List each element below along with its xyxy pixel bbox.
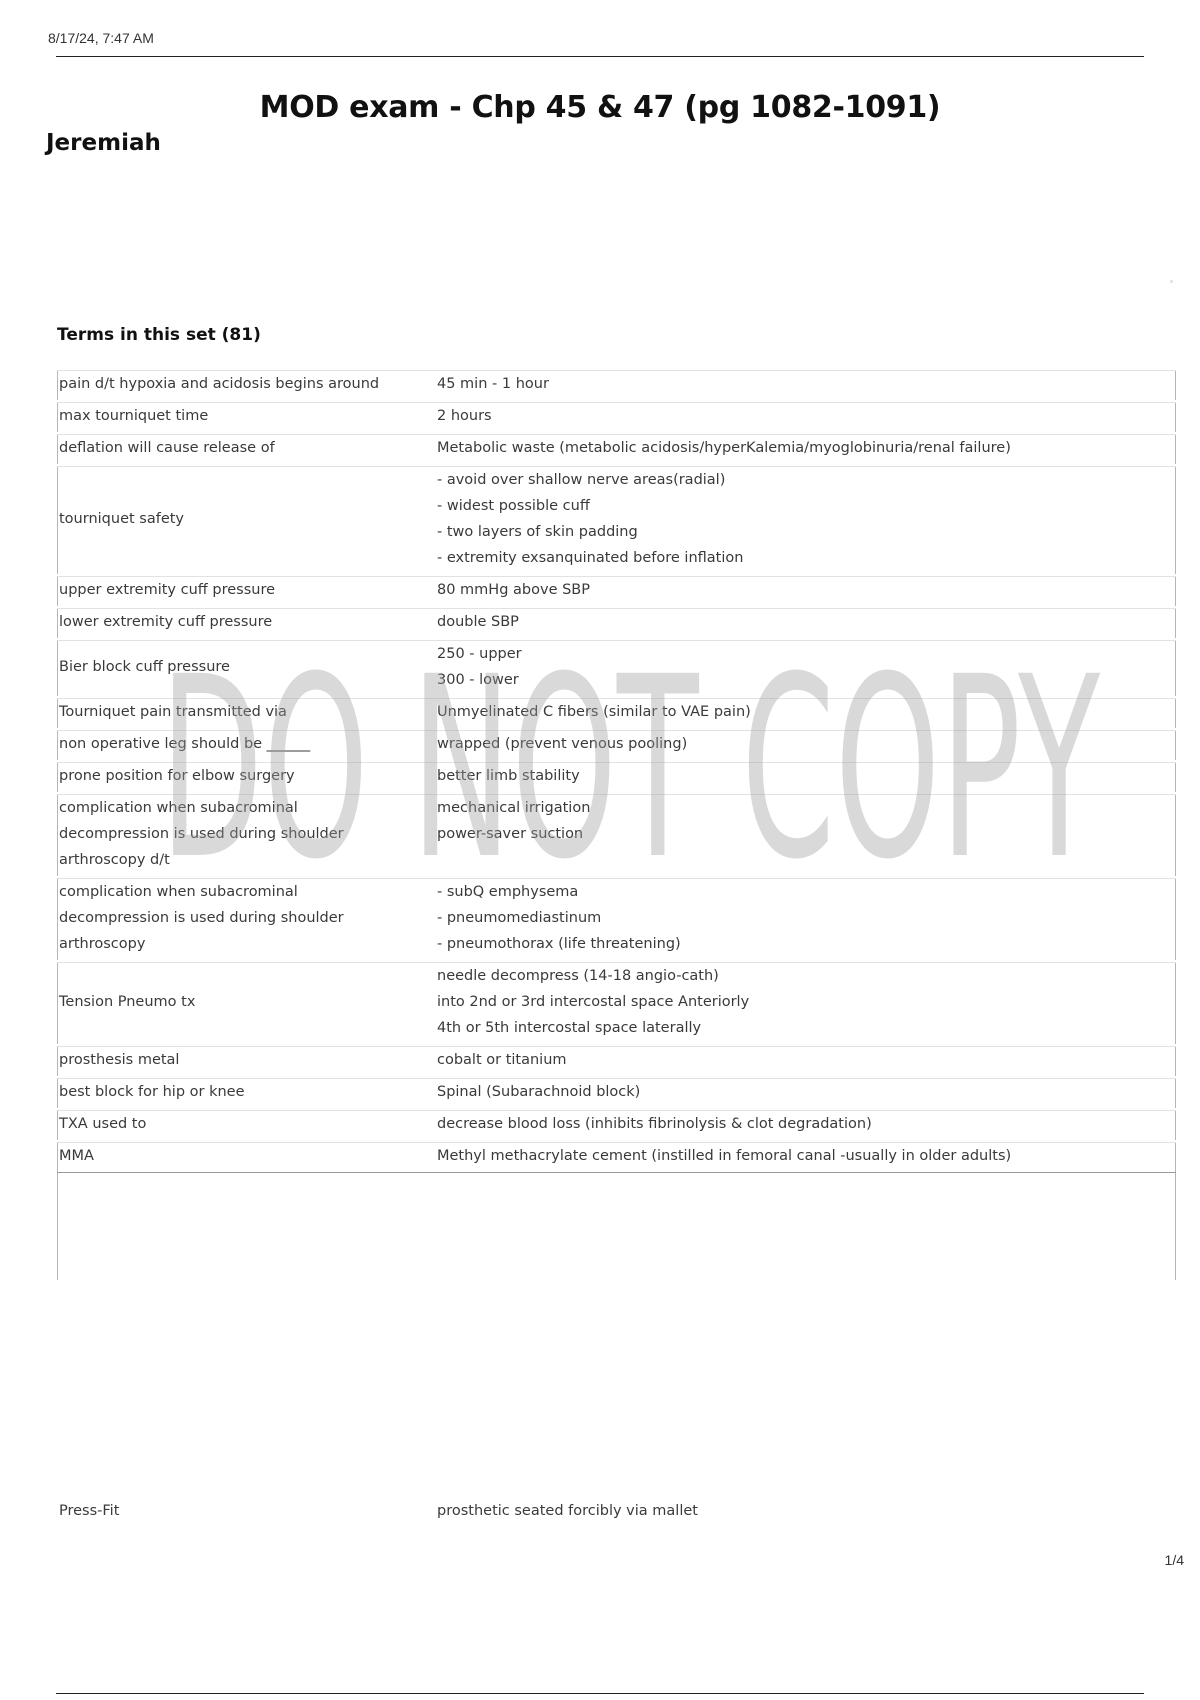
definition-cell <box>437 575 1176 607</box>
term-row <box>57 729 1176 761</box>
definition-text: - widest possible cuff <box>437 498 590 514</box>
term-text: decompression is used during shoulder <box>59 910 344 926</box>
definition-text: power-saver suction <box>437 826 584 842</box>
definition-cell <box>437 401 1176 433</box>
page-title: MOD exam - Chp 45 & 47 (pg 1082-1091) <box>259 90 941 125</box>
term-row <box>57 1141 1176 1173</box>
press-fit-term: Press-Fit <box>59 1503 120 1519</box>
definition-cell <box>437 961 1176 1045</box>
term-row <box>57 369 1176 401</box>
definition-cell <box>437 433 1176 465</box>
term-cell <box>57 465 437 575</box>
term-text: TXA used to <box>59 1116 147 1132</box>
term-cell <box>57 1109 437 1141</box>
definition-text: mechanical irrigation <box>437 800 591 816</box>
definition-cell <box>437 1141 1176 1173</box>
definition-text: Methyl methacrylate cement (instilled in femoral canal -usually in older adults) <box>437 1148 1012 1164</box>
definition-text: needle decompress (14-18 angio-cath) <box>437 968 719 984</box>
term-cell <box>57 639 437 697</box>
term-text: Bier block cuff pressure <box>59 659 230 675</box>
term-text: deflation will cause release of <box>59 440 275 456</box>
definition-text: - avoid over shallow nerve areas(radial) <box>437 472 726 488</box>
press-fit-definition: prosthetic seated forcibly via mallet <box>437 1503 698 1519</box>
term-text: complication when subacrominal <box>59 800 298 816</box>
print-timestamp: 8/17/24, 7:47 AM <box>48 30 154 46</box>
terms-table <box>57 368 1176 1173</box>
term-text: pain d/t hypoxia and acidosis begins around <box>59 376 380 392</box>
term-row <box>57 793 1176 877</box>
watermark-text: DO NOT COPY <box>160 623 1101 910</box>
term-text: MMA <box>59 1148 94 1164</box>
definition-cell <box>437 1109 1176 1141</box>
term-row <box>57 575 1176 607</box>
term-text: tourniquet safety <box>59 511 185 527</box>
term-row <box>57 1077 1176 1109</box>
definition-text: better limb stability <box>437 768 580 784</box>
definition-cell <box>437 1045 1176 1077</box>
term-cell <box>57 793 437 877</box>
term-cell <box>57 401 437 433</box>
definition-cell <box>437 793 1176 877</box>
term-row <box>57 877 1176 961</box>
term-text: arthroscopy d/t <box>59 852 170 868</box>
term-row <box>57 433 1176 465</box>
term-text: complication when subacrominal <box>59 884 298 900</box>
definition-text: decrease blood loss (inhibits fibrinolysis & clot degradation) <box>437 1116 872 1132</box>
term-text: arthroscopy <box>59 936 146 952</box>
definition-text: double SBP <box>437 614 519 630</box>
term-row <box>57 961 1176 1045</box>
term-cell <box>57 697 437 729</box>
definition-text: - two layers of skin padding <box>437 524 638 540</box>
definition-text: Unmyelinated C fibers (similar to VAE pain) <box>437 704 751 720</box>
term-cell <box>57 761 437 793</box>
term-row <box>57 639 1176 697</box>
definition-text: 80 mmHg above SBP <box>437 582 590 598</box>
definition-text: - pneumothorax (life threatening) <box>437 936 681 952</box>
term-row <box>57 761 1176 793</box>
definition-cell <box>437 761 1176 793</box>
definition-cell <box>437 607 1176 639</box>
term-text: upper extremity cuff pressure <box>59 582 276 598</box>
definition-cell <box>437 639 1176 697</box>
definition-cell <box>437 369 1176 401</box>
term-text: Tension Pneumo tx <box>59 994 196 1010</box>
definition-cell <box>437 877 1176 961</box>
term-text: best block for hip or knee <box>59 1084 245 1100</box>
term-cell <box>57 1045 437 1077</box>
definition-text: into 2nd or 3rd intercostal space Anteriorly <box>437 994 750 1010</box>
definition-cell <box>437 697 1176 729</box>
term-text: Tourniquet pain transmitted via <box>59 704 287 720</box>
definition-text: cobalt or titanium <box>437 1052 567 1068</box>
term-cell <box>57 729 437 761</box>
term-cell <box>57 877 437 961</box>
definition-text: wrapped (prevent venous pooling) <box>437 736 688 752</box>
definition-text: - pneumomediastinum <box>437 910 602 926</box>
term-cell <box>57 1077 437 1109</box>
term-cell <box>57 1141 437 1173</box>
term-row <box>57 697 1176 729</box>
definition-text: 45 min - 1 hour <box>437 376 549 392</box>
term-cell <box>57 433 437 465</box>
term-row <box>57 607 1176 639</box>
term-row <box>57 465 1176 575</box>
terms-count-heading: Terms in this set (81) <box>57 325 261 345</box>
definition-cell <box>437 465 1176 575</box>
footer-rule <box>56 1693 1144 1694</box>
term-text: prone position for elbow surgery <box>59 768 295 784</box>
definition-text: 300 - lower <box>437 672 519 688</box>
definition-text: Metabolic waste (metabolic acidosis/hyperKalemia/myoglobinuria/renal failure) <box>437 440 1011 456</box>
term-text: lower extremity cuff pressure <box>59 614 273 630</box>
definition-text: 4th or 5th intercostal space laterally <box>437 1020 702 1036</box>
terms-table-body <box>57 369 1176 1173</box>
term-row <box>57 401 1176 433</box>
term-cell <box>57 607 437 639</box>
header-rule <box>56 56 1144 57</box>
definition-text: - subQ emphysema <box>437 884 579 900</box>
definition-text: 2 hours <box>437 408 492 424</box>
term-text: prosthesis metal <box>59 1052 180 1068</box>
term-text: max tourniquet time <box>59 408 209 424</box>
term-text: decompression is used during shoulder <box>59 826 344 842</box>
definition-cell <box>437 729 1176 761</box>
definition-text: 250 - upper <box>437 646 522 662</box>
speck <box>1170 280 1173 283</box>
definition-text: Spinal (Subarachnoid block) <box>437 1084 641 1100</box>
author-name: Jeremiah <box>46 130 161 156</box>
definition-cell <box>437 1077 1176 1109</box>
term-cell <box>57 575 437 607</box>
term-cell <box>57 961 437 1045</box>
term-row <box>57 1045 1176 1077</box>
term-text: non operative leg should be ______ <box>59 736 311 752</box>
definition-text: - extremity exsanquinated before inflation <box>437 550 744 566</box>
term-cell <box>57 369 437 401</box>
term-row <box>57 1109 1176 1141</box>
page-number: 1/4 <box>1164 1552 1184 1568</box>
